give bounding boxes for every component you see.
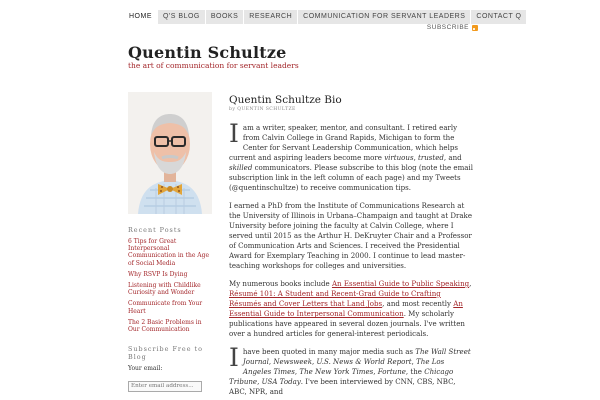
post-paragraph-3 xyxy=(229,279,474,339)
paragraph-text: have been quoted in many major media such as xyxy=(242,347,416,356)
author-photo xyxy=(128,92,212,214)
post-paragraph-4 xyxy=(229,343,474,397)
emphasis-trusted: trusted xyxy=(418,153,444,162)
site-title[interactable]: Quentin Schultze xyxy=(128,43,287,62)
publication-name: Newsweek xyxy=(273,357,312,366)
nav-home[interactable]: HOME xyxy=(124,10,158,24)
paragraph-text: , xyxy=(413,153,419,162)
publication-name: The Los Angeles Times xyxy=(242,357,445,376)
paragraph-text: . I've been interviewed by CNN, CBS, NBC, ABC, NPR, and xyxy=(229,377,456,396)
drop-cap: I xyxy=(229,343,239,372)
paragraph-text: , xyxy=(257,377,262,386)
paragraph-text: communicators. Please subscribe to this blog (note the email subscription link in the left column of each page) and my Tweets (@quentinschultze) to receive communication tips. xyxy=(229,163,473,192)
publication-name: USA Today xyxy=(261,377,301,386)
paragraph-text: , and xyxy=(443,153,462,162)
paragraph-text: , xyxy=(373,367,378,376)
top-navigation xyxy=(124,10,527,24)
recent-post-link[interactable]: Listening with Childlike Curiosity and Wonder xyxy=(128,282,201,297)
recent-posts-list xyxy=(128,238,214,333)
site-tagline: the art of communication for servant leaders xyxy=(128,61,299,70)
drop-cap: I xyxy=(229,119,239,148)
subscribe-link[interactable] xyxy=(427,24,478,31)
publication-name: U.S. News & World Report xyxy=(316,357,412,366)
post-title: Quentin Schultze Bio xyxy=(229,94,342,106)
emphasis-virtuous: virtuous xyxy=(384,153,414,162)
nav-qs-blog[interactable]: Q'S BLOG xyxy=(158,10,206,24)
recent-post-link[interactable]: The 2 Basic Problems in Our Communication xyxy=(128,318,202,334)
book-link-public-speaking[interactable]: An Essential Guide to Public Speaking xyxy=(331,279,470,288)
paragraph-text: , the xyxy=(405,367,425,376)
recent-post-link[interactable]: Why RSVP Is Dying xyxy=(128,270,188,278)
book-link-resume-101[interactable]: Résumé 101: A Student and Recent-Grad Guide to Crafting Résumés and Cover Letters that Land Jobs xyxy=(229,289,441,308)
paragraph-text: My numerous books include xyxy=(229,279,332,288)
emphasis-skilled: skilled xyxy=(229,163,253,172)
sidebar xyxy=(128,92,214,392)
nav-communication-for-servant-leaders[interactable]: COMMUNICATION FOR SERVANT LEADERS xyxy=(298,10,471,24)
publication-name: Chicago Tribune xyxy=(229,367,454,386)
paragraph-text: , and most recently xyxy=(382,299,454,308)
publication-name: The Wall Street Journal xyxy=(242,347,471,366)
nav-books[interactable]: BOOKS xyxy=(206,10,244,24)
publication-name: Fortune xyxy=(377,367,406,376)
book-link-interpersonal-communication[interactable]: An Essential Guide to Interpersonal Communication xyxy=(229,299,463,318)
paragraph-text: . My scholarly publications have appeared in several dozen journals. I've written over a hundred articles for general-interest periodicals. xyxy=(229,309,465,338)
recent-posts-heading: Recent Posts xyxy=(128,226,182,234)
subscribe-label[interactable]: SUBSCRIBE xyxy=(426,24,469,31)
post-byline: by QUENTIN SCHULTZE xyxy=(229,107,296,112)
post xyxy=(229,94,474,397)
post-paragraph-1 xyxy=(229,119,474,193)
publication-name: The New York Times xyxy=(299,367,374,376)
subscribe-heading: Subscribe Free to Blog xyxy=(128,345,203,362)
recent-post-link[interactable]: Communicate from Your Heart xyxy=(128,300,203,315)
paragraph-text: , xyxy=(311,357,317,366)
nav-contact-q[interactable]: CONTACT Q xyxy=(471,10,527,24)
recent-post-link[interactable]: 6 Tips for Great Interpersonal Communication in the Age of Social Media xyxy=(128,238,210,267)
nav-research[interactable]: RESEARCH xyxy=(244,10,298,24)
rss-icon[interactable] xyxy=(472,25,478,31)
email-label: Your email: xyxy=(128,365,163,373)
paragraph-text: , xyxy=(268,357,274,366)
email-input[interactable] xyxy=(128,381,202,392)
paragraph-text: , xyxy=(469,279,472,288)
paragraph-text: , xyxy=(294,367,300,376)
paragraph-text: am a writer, speaker, mentor, and consultant. I retired early from Calvin College in Grand Rapids, Michigan to form the Center for Servant Leadership Communication, which helps current and aspiring leaders become more xyxy=(229,123,458,162)
post-paragraph-2: I earned a PhD from the Institute of Communications Research at the University of Illinois in Urbana–Champaign and taught at Drake University before joining the faculty at Calvin College, where I served until 2015 as the Arthur H. DeKruyter Chair and a Professor of Communication Arts and Sciences. I received the Presidential Award for Exemplary Teaching in 2000. I continue to lead master-teaching workshops for colleges and universities. xyxy=(229,201,472,270)
paragraph-text: , xyxy=(411,357,417,366)
